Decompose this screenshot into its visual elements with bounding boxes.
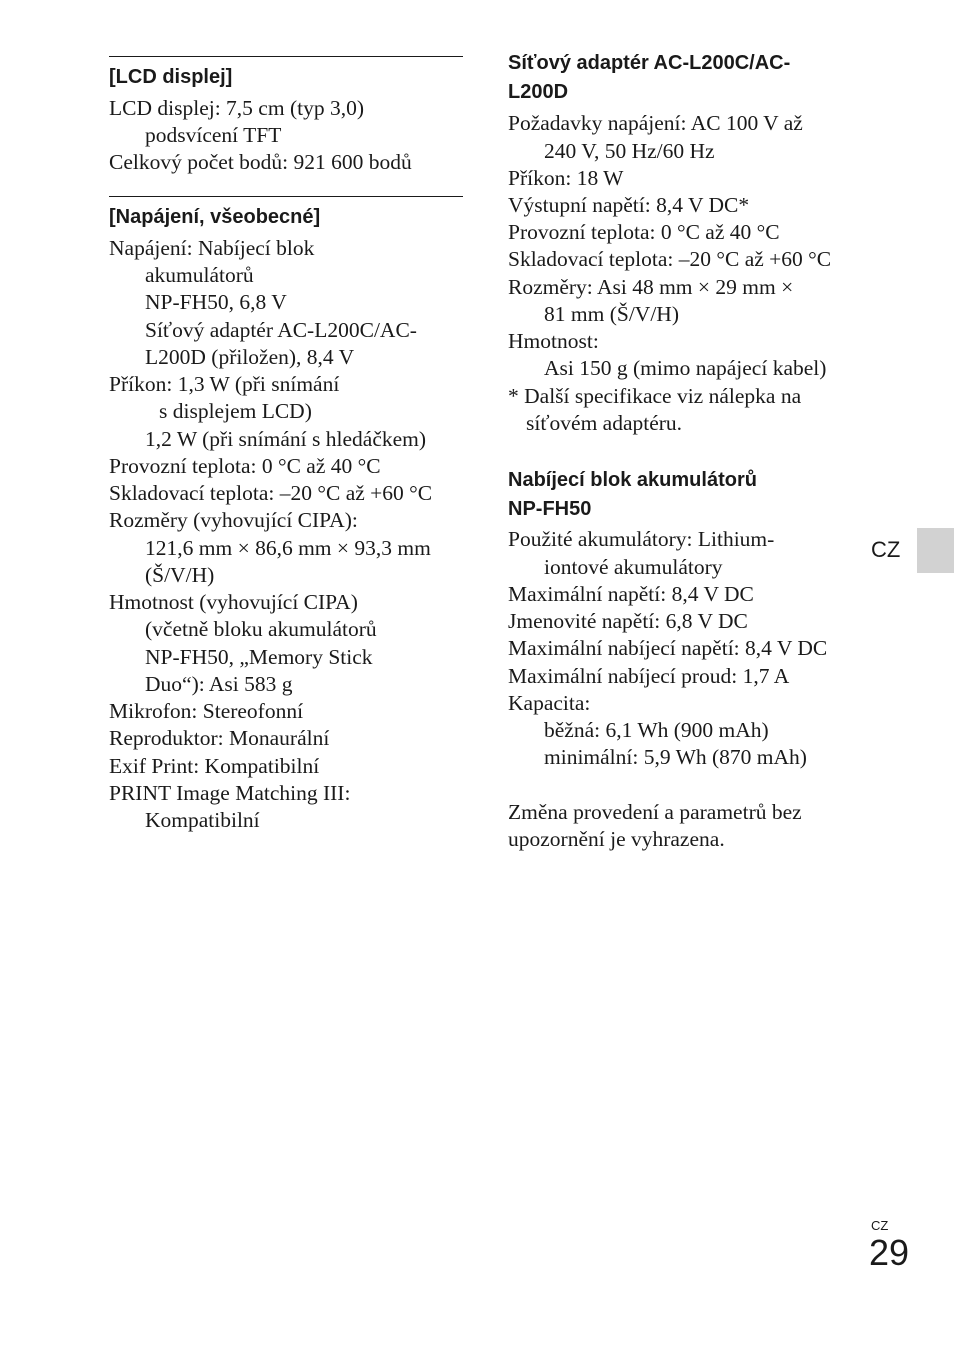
adapter-heading: Síťový adaptér AC-L200C/AC- <box>508 52 791 74</box>
spec-line: běžná: 6,1 Wh (900 mAh) <box>544 718 769 742</box>
spec-line: Napájení: Nabíjecí blok <box>109 236 315 260</box>
power-heading: [Napájení, všeobecné] <box>109 206 321 228</box>
section-rule <box>109 56 463 57</box>
spec-line: Celkový počet bodů: 921 600 bodů <box>109 150 412 174</box>
spec-line: Kompatibilní <box>145 808 260 832</box>
spec-line: NP-FH50, 6,8 V <box>145 290 287 314</box>
spec-line: 121,6 mm × 86,6 mm × 93,3 mm <box>145 536 431 560</box>
spec-line: Rozměry (vyhovující CIPA): <box>109 508 358 532</box>
spec-line: Kapacita: <box>508 691 591 715</box>
spec-line: Duo“): Asi 583 g <box>145 672 293 696</box>
spec-line: L200D (přiložen), 8,4 V <box>145 345 355 369</box>
lcd-heading: [LCD displej] <box>109 66 233 88</box>
spec-line: Maximální nabíjecí proud: 1,7 A <box>508 664 790 688</box>
spec-line: NP-FH50, „Memory Stick <box>145 645 373 669</box>
spec-line: PRINT Image Matching III: <box>109 781 351 805</box>
spec-line: minimální: 5,9 Wh (870 mAh) <box>544 745 807 769</box>
battery-heading-cont: NP-FH50 <box>508 498 592 520</box>
spec-line: Rozměry: Asi 48 mm × 29 mm × <box>508 275 794 299</box>
spec-line: Hmotnost (vyhovující CIPA) <box>109 590 358 614</box>
spec-line: (včetně bloku akumulátorů <box>145 617 377 641</box>
language-tab-label: CZ <box>871 537 901 562</box>
spec-line: s displejem LCD) <box>159 399 312 423</box>
spec-line: Výstupní napětí: 8,4 V DC* <box>508 193 750 217</box>
spec-line: iontové akumulátory <box>544 555 723 579</box>
notice-line: upozornění je vyhrazena. <box>508 827 725 851</box>
spec-line: Asi 150 g (mimo napájecí kabel) <box>544 356 827 380</box>
spec-line: Reproduktor: Monaurální <box>109 726 330 750</box>
footnote-line: * Další specifikace viz nálepka na <box>508 384 802 408</box>
spec-line: podsvícení TFT <box>145 123 282 147</box>
battery-heading: Nabíjecí blok akumulátorů <box>508 469 757 491</box>
spec-line: Příkon: 1,3 W (při snímání <box>109 372 340 396</box>
spec-line: akumulátorů <box>145 263 254 287</box>
spec-line: 240 V, 50 Hz/60 Hz <box>544 139 715 163</box>
spec-line: Použité akumulátory: Lithium- <box>508 527 775 551</box>
spec-line: Mikrofon: Stereofonní <box>109 699 304 723</box>
spec-line: Požadavky napájení: AC 100 V až <box>508 111 803 135</box>
spec-line: Jmenovité napětí: 6,8 V DC <box>508 609 748 633</box>
spec-line: Příkon: 18 W <box>508 166 624 190</box>
spec-line: Maximální nabíjecí napětí: 8,4 V DC <box>508 636 828 660</box>
spec-line: Provozní teplota: 0 °C až 40 °C <box>508 220 780 244</box>
adapter-heading-cont: L200D <box>508 81 569 103</box>
spec-line: Maximální napětí: 8,4 V DC <box>508 582 754 606</box>
section-rule <box>109 196 463 197</box>
spec-line: 81 mm (Š/V/H) <box>544 302 679 326</box>
spec-line: Skladovací teplota: –20 °C až +60 °C <box>508 247 832 271</box>
spec-line: Provozní teplota: 0 °C až 40 °C <box>109 454 381 478</box>
spec-line: Síťový adaptér AC-L200C/AC- <box>145 318 417 342</box>
page-language-code: CZ <box>871 1218 889 1233</box>
spec-line: LCD displej: 7,5 cm (typ 3,0) <box>109 96 364 120</box>
footnote-line: síťovém adaptéru. <box>526 411 683 435</box>
notice-line: Změna provedení a parametrů bez <box>508 800 802 824</box>
spec-line: Skladovací teplota: –20 °C až +60 °C <box>109 481 433 505</box>
page-number: 29 <box>869 1232 910 1273</box>
spec-line: 1,2 W (při snímání s hledáčkem) <box>145 427 427 451</box>
spec-line: (Š/V/H) <box>145 563 215 587</box>
spec-line: Hmotnost: <box>508 329 599 353</box>
spec-line: Exif Print: Kompatibilní <box>109 754 320 778</box>
language-tab-marker <box>917 528 954 573</box>
